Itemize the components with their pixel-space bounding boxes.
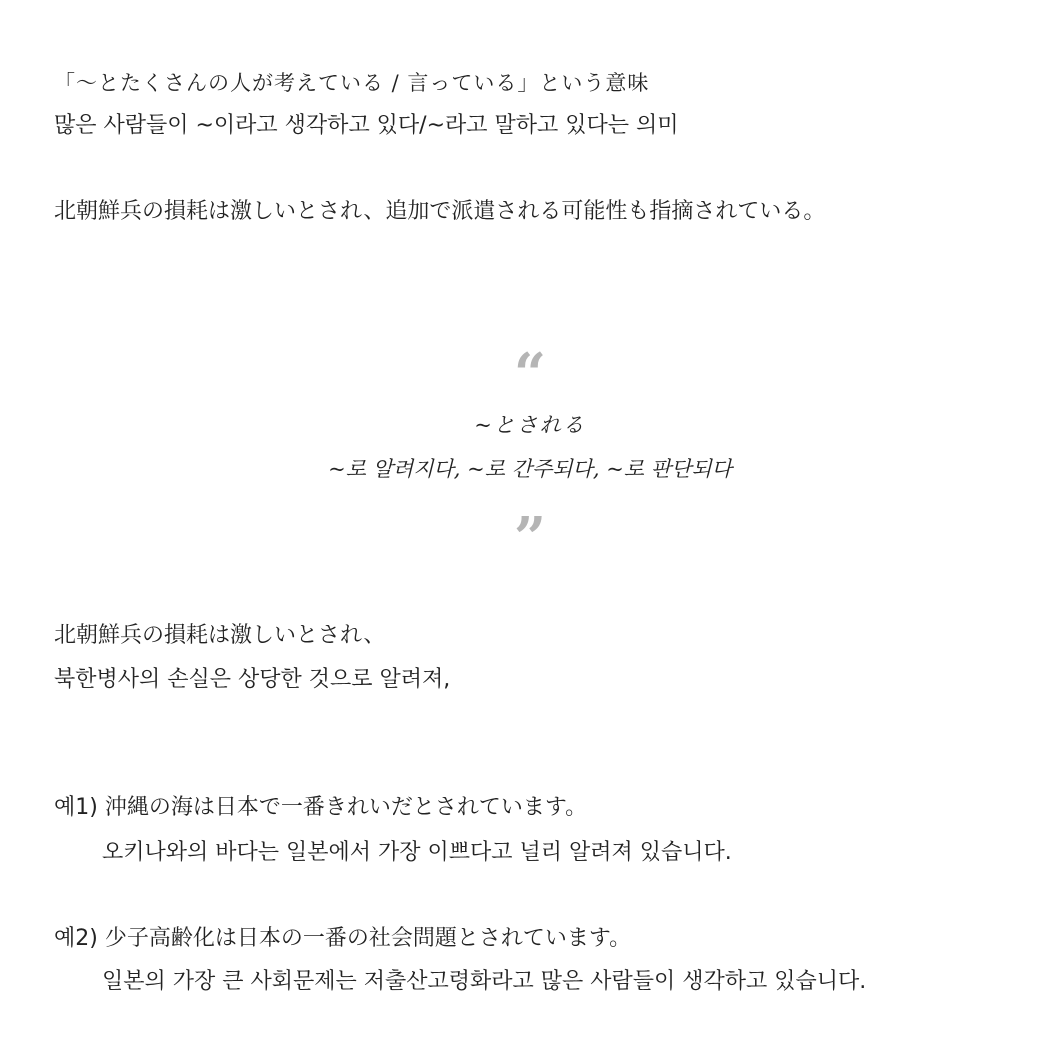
open-quote-icon: “ bbox=[513, 341, 547, 407]
example-sentence: 北朝鮮兵の損耗は激しいとされ、追加で派遣される可能性も指摘されている。 bbox=[54, 199, 826, 224]
close-quote-icon: ” bbox=[513, 505, 547, 571]
example-1-korean: 오키나와의 바다는 일본에서 가장 이쁘다고 널리 알려져 있습니다. bbox=[102, 840, 732, 865]
example-2-japanese: 예2) 少子高齢化は日本の一番の社会問題とされています。 bbox=[54, 926, 632, 951]
excerpt-korean: 북한병사의 손실은 상당한 것으로 알려져, bbox=[54, 667, 451, 692]
meaning-japanese: 「〜とたくさんの人が考えている / 言っている」という意味 bbox=[54, 71, 650, 95]
quote-subtitle: ~로 알려지다, ~로 간주되다, ~로 판단되다 bbox=[328, 457, 732, 481]
quote-title: ~とされる bbox=[474, 413, 586, 437]
meaning-korean: 많은 사람들이 ~이라고 생각하고 있다/~라고 말하고 있다는 의미 bbox=[54, 113, 679, 138]
example-2-korean: 일본의 가장 큰 사회문제는 저출산고령화라고 많은 사람들이 생각하고 있습니다. bbox=[102, 969, 867, 994]
pull-quote bbox=[0, 340, 1060, 571]
excerpt-japanese: 北朝鮮兵の損耗は激しいとされ、 bbox=[54, 623, 386, 648]
example-1-japanese: 예1) 沖縄の海は日本で一番きれいだとされています。 bbox=[54, 795, 588, 820]
